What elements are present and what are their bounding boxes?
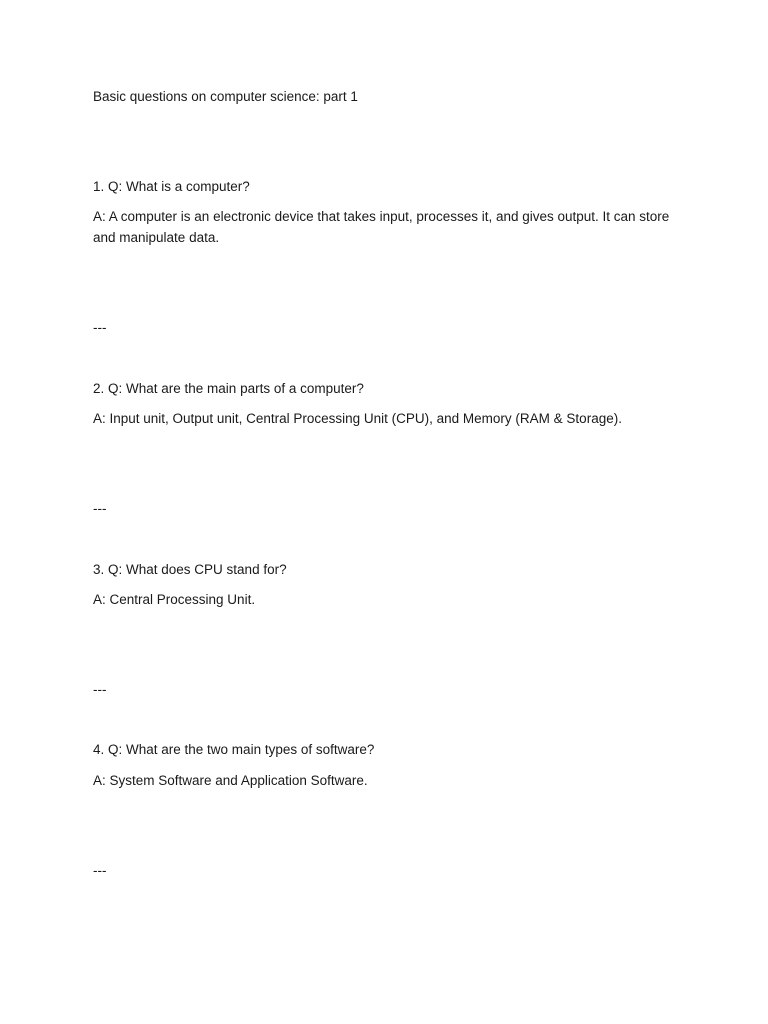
answer-4: A: System Software and Application Software. xyxy=(93,773,368,788)
document-title: Basic questions on computer science: part 1 xyxy=(93,89,358,104)
question-1: 1. Q: What is a computer? xyxy=(93,179,250,194)
question-3: 3. Q: What does CPU stand for? xyxy=(93,562,287,577)
separator-3: --- xyxy=(93,682,107,697)
separator-1: --- xyxy=(93,320,107,335)
separator-4: --- xyxy=(93,863,107,878)
question-4: 4. Q: What are the two main types of software? xyxy=(93,742,375,757)
separator-2: --- xyxy=(93,501,107,516)
question-2: 2. Q: What are the main parts of a computer? xyxy=(93,381,364,396)
answer-1: A: A computer is an electronic device that takes input, processes it, and gives output. It can store and manipulate data. xyxy=(93,209,670,245)
answer-2: A: Input unit, Output unit, Central Processing Unit (CPU), and Memory (RAM & Storage). xyxy=(93,411,622,426)
answer-3: A: Central Processing Unit. xyxy=(93,592,256,607)
